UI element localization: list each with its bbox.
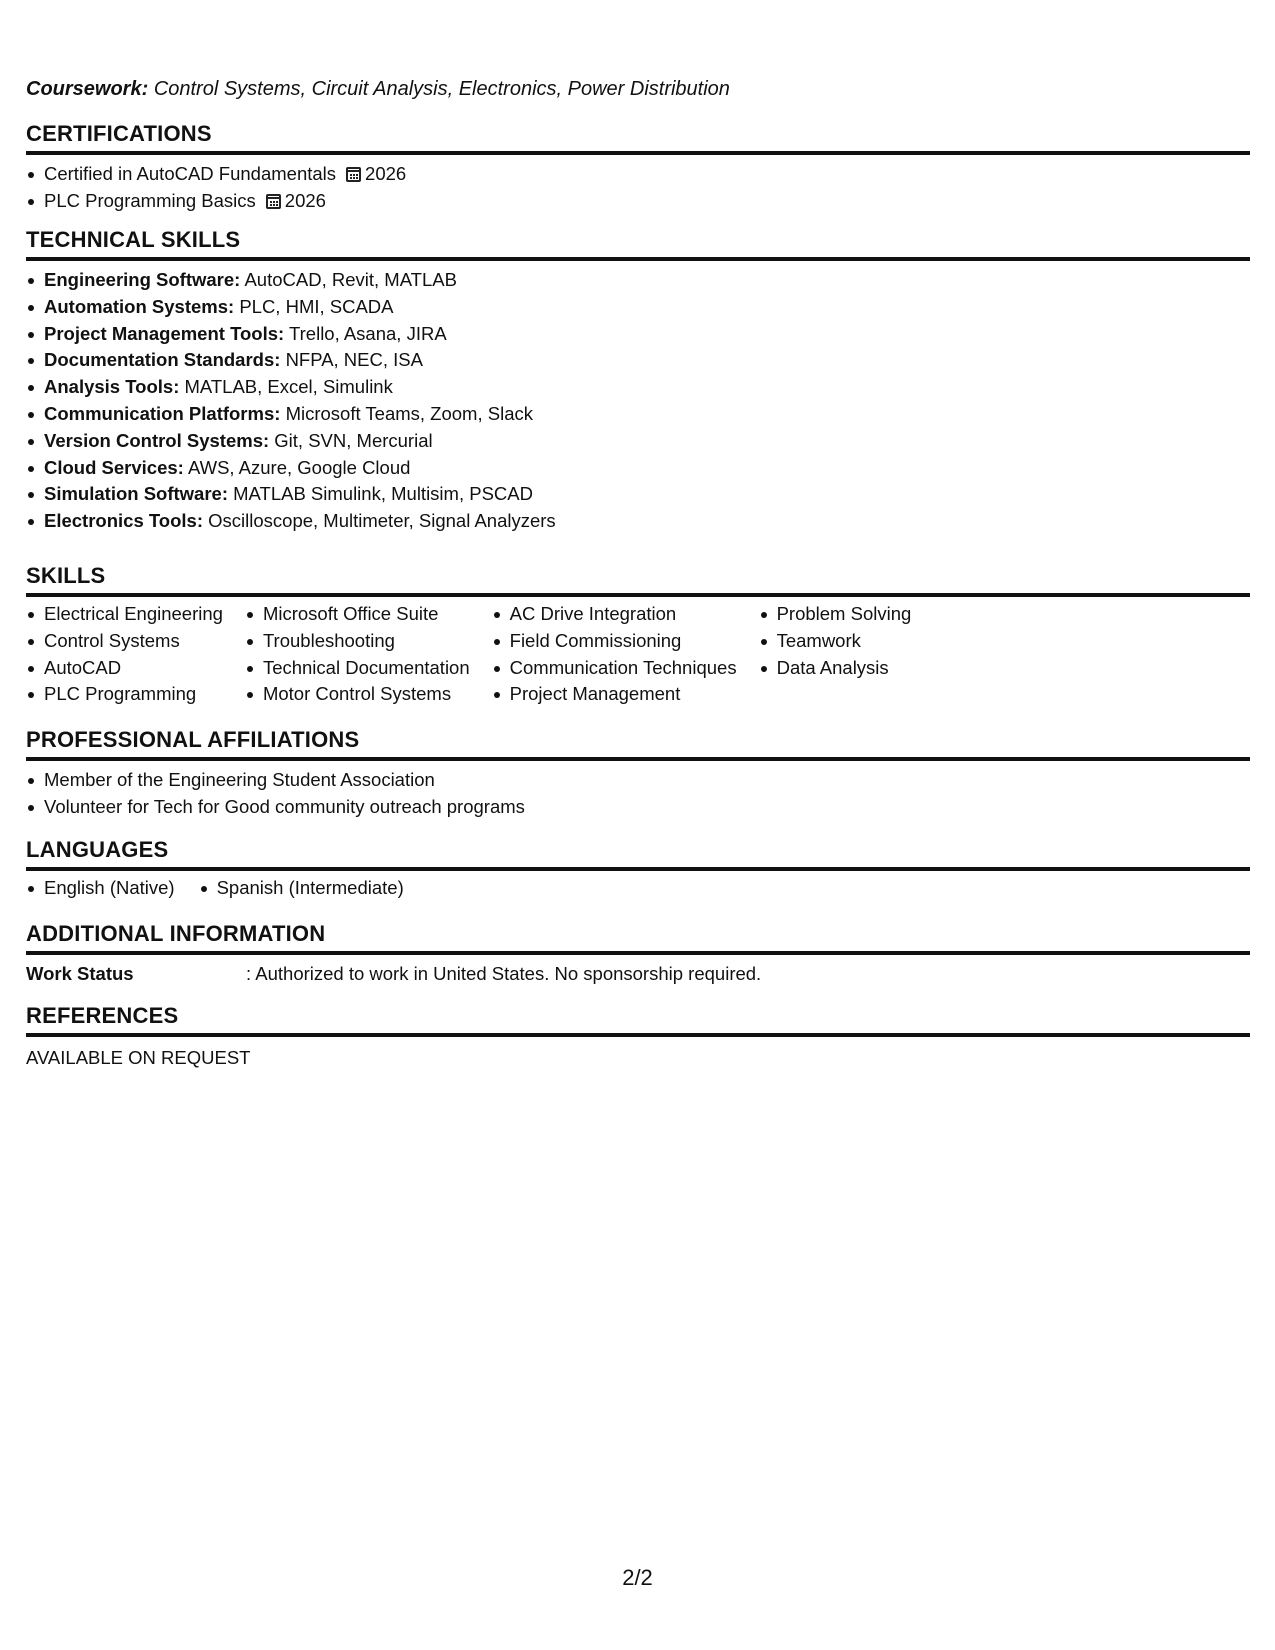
affiliation-item: Volunteer for Tech for Good community outreach programs: [26, 794, 1250, 821]
skills-columns: [26, 601, 1250, 708]
calendar-icon: [346, 167, 361, 182]
languages-list: [26, 875, 428, 902]
certifications-section: [26, 121, 1250, 215]
skill-item: Data Analysis: [759, 655, 912, 682]
certification-year: 2026: [365, 163, 407, 184]
language-item: English (Native): [26, 875, 175, 902]
technical-skill-item: [26, 374, 1250, 401]
affiliations-section: [26, 727, 1250, 821]
calendar-icon: [266, 194, 281, 209]
technical-skill-item: [26, 455, 1250, 482]
section-title-technical-skills: TECHNICAL SKILLS: [26, 227, 1250, 261]
technical-skill-value: Oscilloscope, Multimeter, Signal Analyzers: [208, 510, 556, 532]
skill-item: Teamwork: [759, 628, 912, 655]
skill-item: AutoCAD: [26, 655, 223, 682]
section-title-skills: SKILLS: [26, 563, 1250, 597]
certification-name: Certified in AutoCAD Fundamentals: [44, 163, 337, 184]
technical-skill-value: Microsoft Teams, Zoom, Slack: [285, 402, 533, 424]
section-title-affiliations: PROFESSIONAL AFFILIATIONS: [26, 727, 1250, 761]
skills-section: [26, 563, 1250, 708]
affiliations-list: [26, 767, 1250, 821]
section-title-certifications: CERTIFICATIONS: [26, 121, 1250, 155]
skill-item: PLC Programming: [26, 681, 223, 708]
technical-skill-item: [26, 428, 1250, 455]
technical-skill-value: PLC, HMI, SCADA: [239, 295, 394, 317]
skill-item: Electrical Engineering: [26, 601, 223, 628]
skills-column: [245, 601, 470, 708]
section-title-additional-info: ADDITIONAL INFORMATION: [26, 921, 1250, 955]
work-status-label: Work Status: [26, 963, 134, 984]
technical-skill-label: Automation Systems:: [44, 295, 235, 317]
technical-skill-label: Cloud Services:: [44, 456, 184, 478]
page-number: 2/2: [622, 1565, 653, 1590]
technical-skill-item: [26, 481, 1250, 508]
skills-column: [492, 601, 737, 708]
skill-item: AC Drive Integration: [492, 601, 737, 628]
technical-skill-value: AWS, Azure, Google Cloud: [187, 456, 411, 478]
skill-item: Troubleshooting: [245, 628, 470, 655]
technical-skill-label: Analysis Tools:: [44, 376, 180, 398]
certifications-list: [26, 161, 1250, 215]
skill-item: Motor Control Systems: [245, 681, 470, 708]
skill-item: Communication Techniques: [492, 655, 737, 682]
technical-skill-item: [26, 294, 1250, 321]
work-status-row: [26, 961, 1250, 987]
technical-skill-value: MATLAB, Excel, Simulink: [184, 376, 393, 398]
certification-year: 2026: [284, 189, 326, 211]
languages-row: [26, 875, 1250, 902]
section-title-languages: LANGUAGES: [26, 837, 1250, 871]
technical-skill-value: Trello, Asana, JIRA: [289, 322, 447, 344]
technical-skill-item: [26, 347, 1250, 374]
skill-item: Technical Documentation: [245, 655, 470, 682]
certification-name: PLC Programming Basics: [44, 189, 256, 211]
coursework-text: Control Systems, Circuit Analysis, Electronics, Power Distribution: [153, 78, 730, 100]
technical-skills-section: [26, 227, 1250, 535]
skills-column: [26, 601, 223, 708]
coursework-line: [26, 78, 730, 101]
skills-column: [759, 601, 912, 708]
section-title-references: REFERENCES: [26, 1003, 1250, 1037]
technical-skill-item: [26, 267, 1250, 294]
technical-skill-label: Electronics Tools:: [44, 510, 203, 532]
skill-item: Microsoft Office Suite: [245, 601, 470, 628]
technical-skill-item: [26, 508, 1250, 535]
certification-item: [26, 188, 1250, 215]
references-section: [26, 1003, 1250, 1071]
skill-item: Control Systems: [26, 628, 223, 655]
skill-item: Project Management: [492, 681, 737, 708]
technical-skill-label: Version Control Systems:: [44, 429, 270, 451]
technical-skill-value: NFPA, NEC, ISA: [285, 349, 423, 371]
technical-skill-label: Project Management Tools:: [44, 322, 285, 344]
additional-info-section: [26, 921, 1250, 987]
technical-skill-item: [26, 401, 1250, 428]
technical-skill-value: AutoCAD, Revit, MATLAB: [244, 269, 457, 290]
technical-skill-value: Git, SVN, Mercurial: [274, 429, 433, 451]
certification-item: [26, 161, 1250, 188]
languages-section: [26, 837, 1250, 902]
skill-item: Problem Solving: [759, 601, 912, 628]
skill-item: Field Commissioning: [492, 628, 737, 655]
technical-skill-label: Engineering Software:: [44, 269, 241, 290]
references-text: AVAILABLE ON REQUEST: [26, 1047, 251, 1068]
technical-skill-label: Documentation Standards:: [44, 349, 281, 371]
work-status-value: : Authorized to work in United States. No sponsorship required.: [246, 963, 762, 984]
technical-skills-list: [26, 267, 1250, 535]
technical-skill-label: Simulation Software:: [44, 483, 228, 505]
coursework-label: Coursework:: [26, 78, 149, 100]
language-item: Spanish (Intermediate): [199, 875, 404, 902]
technical-skill-label: Communication Platforms:: [44, 402, 281, 424]
affiliation-item: Member of the Engineering Student Association: [26, 767, 1250, 794]
technical-skill-item: [26, 321, 1250, 348]
technical-skill-value: MATLAB Simulink, Multisim, PSCAD: [233, 483, 533, 505]
